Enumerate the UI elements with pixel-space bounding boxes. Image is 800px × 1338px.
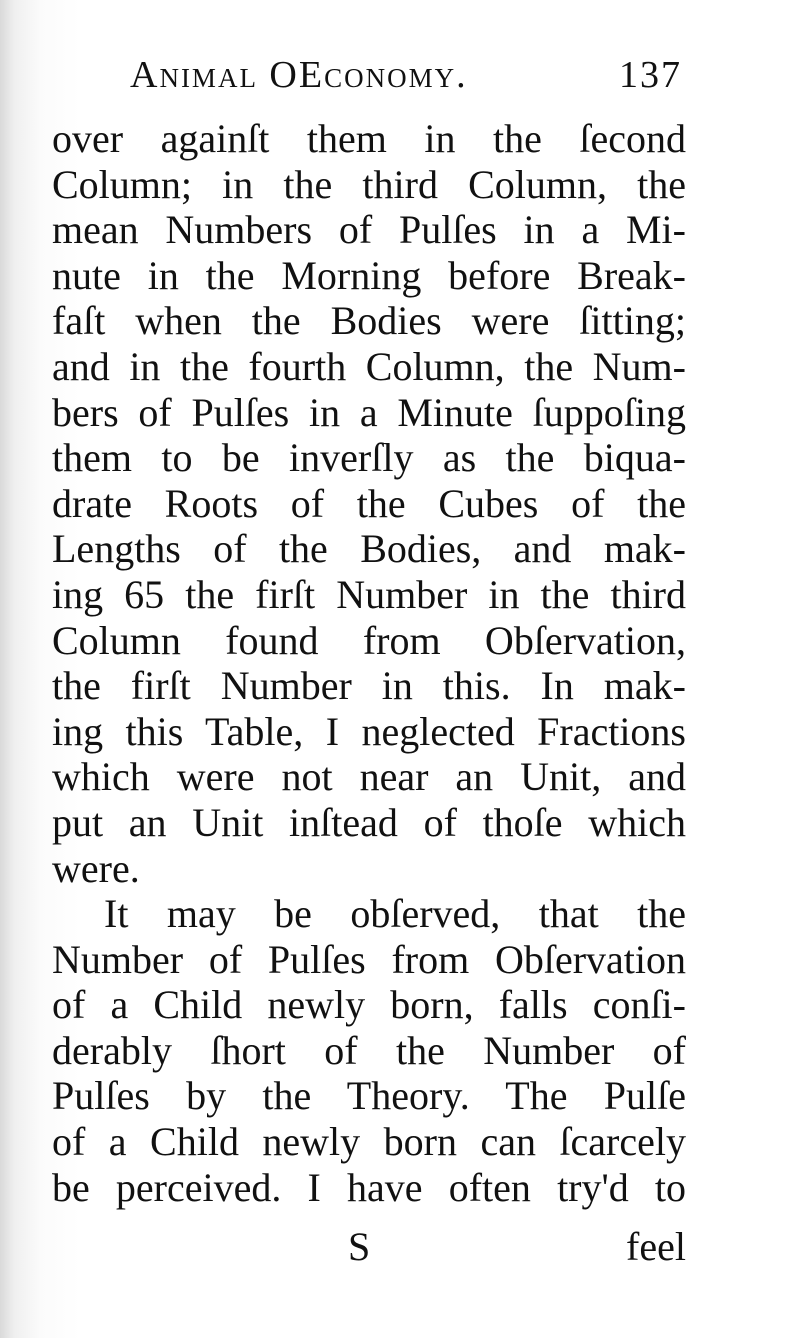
text-line: of a Child newly born can ſcarcely: [52, 1119, 686, 1165]
text-line: Lengths of the Bodies, and mak-: [52, 526, 686, 572]
text-line: It may be obſerved, that the: [104, 891, 686, 937]
page-number: 137: [619, 54, 682, 96]
text-line: nute in the Morning before Break-: [52, 252, 686, 298]
text-line: faſt when the Bodies were ſitting;: [52, 298, 686, 344]
text-line: Column; in the third Column, the: [52, 161, 686, 207]
text-line: Column found from Obſervation,: [52, 617, 686, 663]
body-text: [52, 116, 686, 1210]
page-footer: [52, 1224, 686, 1270]
paragraph-2: [52, 891, 686, 1210]
paragraph-1: [52, 116, 686, 891]
text-line: and in the fourth Column, the Num-: [52, 343, 686, 389]
text-line: ing 65 the firſt Number in the third: [52, 571, 686, 617]
text-line: over againſt them in the ſecond: [52, 116, 686, 161]
catchword: feel: [626, 1224, 686, 1269]
text-line: drate Roots of the Cubes of the: [52, 480, 686, 526]
text-line: bers of Pulſes in a Minute ſuppoſing: [52, 389, 686, 435]
text-line: Number of Pulſes from Obſervation: [52, 936, 686, 982]
text-line: them to be inverſly as the biqua-: [52, 435, 686, 481]
running-head: [130, 50, 682, 100]
text-line: which were not near an Unit, and: [52, 754, 686, 800]
text-line: mean Numbers of Pulſes in a Mi-: [52, 207, 686, 253]
signature-mark: S: [348, 1224, 371, 1269]
text-line: of a Child newly born, falls conſi-: [52, 982, 686, 1028]
text-line: put an Unit inſtead of thoſe which: [52, 799, 686, 845]
running-title: Animal OEconomy.: [130, 54, 468, 96]
text-line: were.: [52, 845, 140, 891]
text-line: be perceived. I have often try'd to: [52, 1164, 686, 1210]
text-line: ing this Table, I neglected Fractions: [52, 708, 686, 754]
text-line: Pulſes by the Theory. The Pulſe: [52, 1073, 686, 1119]
text-line: derably ſhort of the Number of: [52, 1027, 686, 1073]
text-line: the firſt Number in this. In mak-: [52, 663, 686, 709]
